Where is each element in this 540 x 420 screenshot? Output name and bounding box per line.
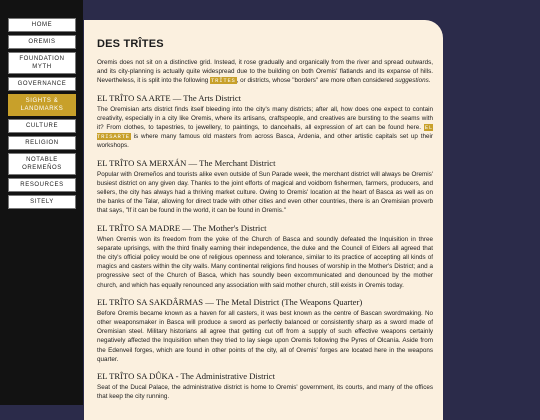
nav-item-sitely[interactable]: SITELY bbox=[8, 195, 76, 209]
arts-text-b: is where many famous old masters from across Basca, Ardenia, and other artistic capitals set up their workshops. bbox=[97, 133, 434, 150]
intro-text-b: , or districts, whose "borders" are more often considered bbox=[236, 77, 394, 85]
section-heading-mothers: EL TRÎTO SA MADRE — The Mother's District bbox=[97, 222, 267, 233]
nav-item-foundation-myth[interactable]: FOUNDATION MYTH bbox=[8, 52, 76, 74]
nav-item-sights-landmarks[interactable]: SIGHTS & LANDMARKS bbox=[8, 94, 76, 116]
section-text-arts bbox=[97, 105, 433, 151]
nav-item-notable-oremenos[interactable]: NOTABLE OREMEÑOS bbox=[8, 153, 76, 175]
intro-text-a: Oremis does not sit on a distinctive grid. Instead, it rose gradually and organically from the river and spread outwards, and its city-planning is actually quite widespread due to the building on both Oremis' flatlands and its expanse of hills. Nevertheless, it is split into the following bbox=[97, 59, 433, 85]
section-heading-administrative: EL TRÎTO SA DÛKA - The Administrative District bbox=[97, 371, 275, 382]
nav-item-culture[interactable]: CULTURE bbox=[8, 119, 76, 133]
nav-item-governance[interactable]: GOVERNANCE bbox=[8, 77, 76, 91]
arts-text-a: The Oremisian arts district finds itself bleeding into the city's many districts; after all, how does one expect to contain creativity, especially in a city like Oremis, where its artisans, craftspeople, and creatives are bursting to the seams with it? From clothes, to tapestries, to jewellery, to paintings, to dancehalls, all expression of art can be found here. bbox=[97, 105, 433, 132]
nav-item-oremis[interactable]: OREMIS bbox=[8, 35, 76, 49]
section-heading-arts: EL TRÎTO SA ARTE — The Arts District bbox=[97, 92, 242, 103]
intro-italic: suggestions bbox=[395, 77, 429, 85]
nav-item-resources[interactable]: RESOURCES bbox=[8, 178, 76, 192]
intro-end: . bbox=[428, 77, 431, 85]
section-text-administrative: Seat of the Ducal Palace, the administrative district is home to Oremis' government, its courts, and many of the offices that keep the city running. bbox=[97, 384, 433, 401]
intro-paragraph bbox=[97, 58, 433, 86]
nav-item-home[interactable]: HOME bbox=[8, 18, 76, 32]
section-text-metal: Before Oremis became known as a haven for all casters, it was best known as the centre of Bascan swordmaking. No other weaponsmaker in Basca will produce a sword as perfectly balanced or consistently sharp as a sword made of Oremisian steel. Military historians all agree that getting cut off from a supply of such effective weapons certainly negatively affected the Inquisition when they tried to lay siege upon Oremis following the Pyres of Olcanía. Aside from the Edenveil forges, which are found in other points of the city, all of Oremis' forges are located here in the weapons quarter. bbox=[97, 309, 433, 363]
main-content bbox=[97, 38, 433, 408]
highlight-tag-trites: TRÎTES bbox=[211, 77, 236, 85]
section-text-mothers: When Oremis won its freedom from the yoke of the Church of Basca and soundly defeated the Inquisition in three separate uprisings, with the third finally earning their independence, the duke and the Council of Elders all agreed that the city's official policy would be one of religious openness and tolerance, similar to its practice of accepting all kinds of magics and casters within the city walls. Many continental religions find houses of worship in the Mother's District; and a progressive sect of the Church of Basca, which has soundly been excommunicated and denounced by the mother church, and which has equally renounced any association with said mother church, still exists in Oremis today. bbox=[97, 235, 433, 289]
sidebar bbox=[0, 0, 83, 405]
section-heading-metal: EL TRÎTO SA SAKDÂRMAS — The Metal District (The Weapons Quarter) bbox=[97, 296, 363, 307]
highlight-tag-trisarte: EL TRISARTE bbox=[97, 124, 434, 141]
main-nav bbox=[8, 18, 76, 212]
page-title: DES TRÎTES bbox=[97, 38, 164, 50]
nav-item-religion[interactable]: RELIGION bbox=[8, 136, 76, 150]
section-text-merchant: Popular with Oremeños and tourists alike even outside of Sun Parade week, the merchant district will always be Oremis' busiest district on any given day. Thanks to the joint efforts of magical and voidborn fishermen, farmers, producers, and sellers, the city has always had a thriving market culture. Owing to Oremis' location at the heart of Basca as well as on the banks of the Talar, allowing for direct trade with other cities and even other countries, there is an Oremisian proverb that says, "If it can be found in the world, it can be found in Oremis." bbox=[97, 170, 433, 215]
section-heading-merchant: EL TRÎTO SA MERXÁN — The Merchant District bbox=[97, 157, 276, 168]
